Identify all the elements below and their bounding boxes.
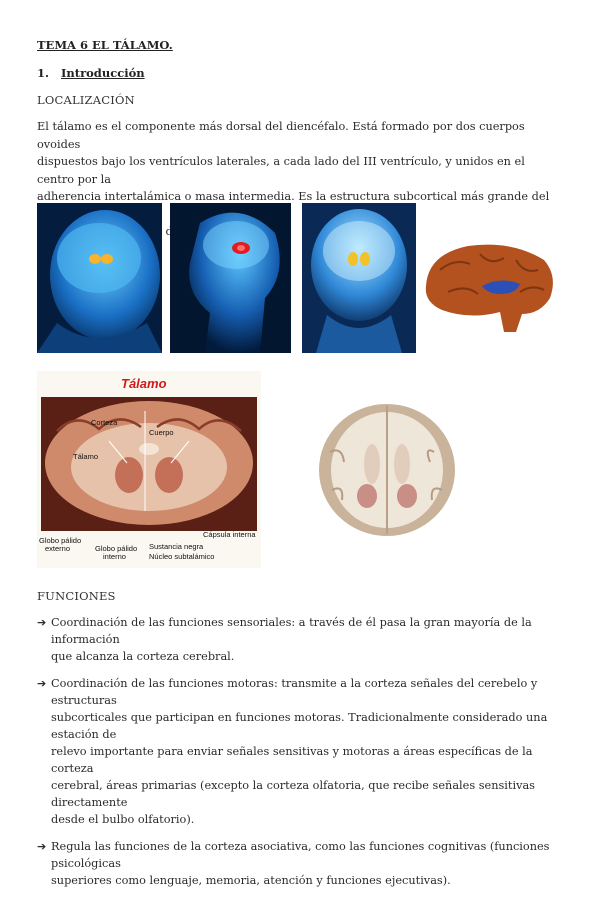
- heading-text: Introducción: [61, 66, 145, 80]
- paragraph-line: El tálamo es el componente más dorsal del diencéfalo. Está formado por dos cuerpos ovoides: [37, 120, 525, 151]
- arrow-bullet-icon: ➔: [37, 616, 47, 629]
- localizacion-label: LOCALIZACIÓN: [37, 93, 135, 107]
- arrow-bullet-icon: ➔: [37, 840, 47, 853]
- coronal-section-figure: [37, 371, 261, 568]
- label-corteza: Corteza: [91, 418, 118, 427]
- label-globo-externo-2: externo: [45, 544, 71, 553]
- paragraph-line: dispuestos bajo los ventrículos laterales, a cada lado del III ventrículo, y unidos en el centro por la: [37, 155, 525, 186]
- item-line: desde el bulbo olfatorio).: [51, 813, 195, 826]
- item-line: relevo importante para enviar señales sensitivas y motoras a áreas específicas de la corteza: [51, 745, 533, 775]
- label-globo-interno-1: Globo pálido: [95, 544, 138, 553]
- label-globo-interno-2: interno: [103, 552, 126, 561]
- brain-illustration-1: [37, 203, 162, 353]
- item-line: subcorticales que participan en funciones motoras. Tradicionalmente considerado una estación de: [51, 711, 548, 741]
- axial-section-photo: [312, 400, 462, 540]
- brain-illustration-2: [170, 203, 291, 353]
- item-line: cerebral, áreas primarias (excepto la corteza olfatoria, que recibe señales sensitivas directamente: [51, 779, 535, 809]
- brain-illustration-3: [302, 203, 416, 353]
- item-line: Coordinación de las funciones sensoriales: a través de él pasa la gran mayoría de la información: [51, 616, 532, 646]
- label-globo-externo-1: Globo pálido: [39, 536, 82, 545]
- heading-number: 1.: [37, 66, 50, 80]
- item-line: Regula las funciones de la corteza asociativa, como las funciones cognitivas (funciones psicológicas: [51, 840, 550, 870]
- label-sustancia-negra: Sustancia negra: [149, 542, 204, 551]
- label-capsula-interna: Cápsula interna: [203, 530, 256, 539]
- figure-title: Tálamo: [121, 376, 167, 391]
- arrow-bullet-icon: ➔: [37, 677, 47, 690]
- item-line: superiores como lenguaje, memoria, atención y funciones ejecutivas).: [51, 874, 451, 887]
- item-line: que alcanza la corteza cerebral.: [51, 650, 235, 663]
- label-talamo: Tálamo: [73, 452, 99, 461]
- item-line: Coordinación de las funciones motoras: transmite a la corteza señales del cerebelo y estructuras: [51, 677, 538, 707]
- label-nucleo-subtalamico: Núcleo subtalámico: [149, 552, 215, 561]
- paragraph-line: adherencia intertalámica o masa intermedia. Es la estructura subcortical más grande del: [37, 190, 550, 203]
- funciones-list: [37, 614, 565, 899]
- label-cuerpo: Cuerpo: [149, 428, 174, 437]
- brain-model-sagittal: [420, 240, 558, 338]
- list-item: [37, 838, 565, 889]
- funciones-label: FUNCIONES: [37, 589, 116, 603]
- list-item: [37, 675, 565, 828]
- section-heading: [37, 66, 145, 80]
- document-title: TEMA 6 EL TÁLAMO.: [37, 38, 173, 52]
- list-item: [37, 614, 565, 665]
